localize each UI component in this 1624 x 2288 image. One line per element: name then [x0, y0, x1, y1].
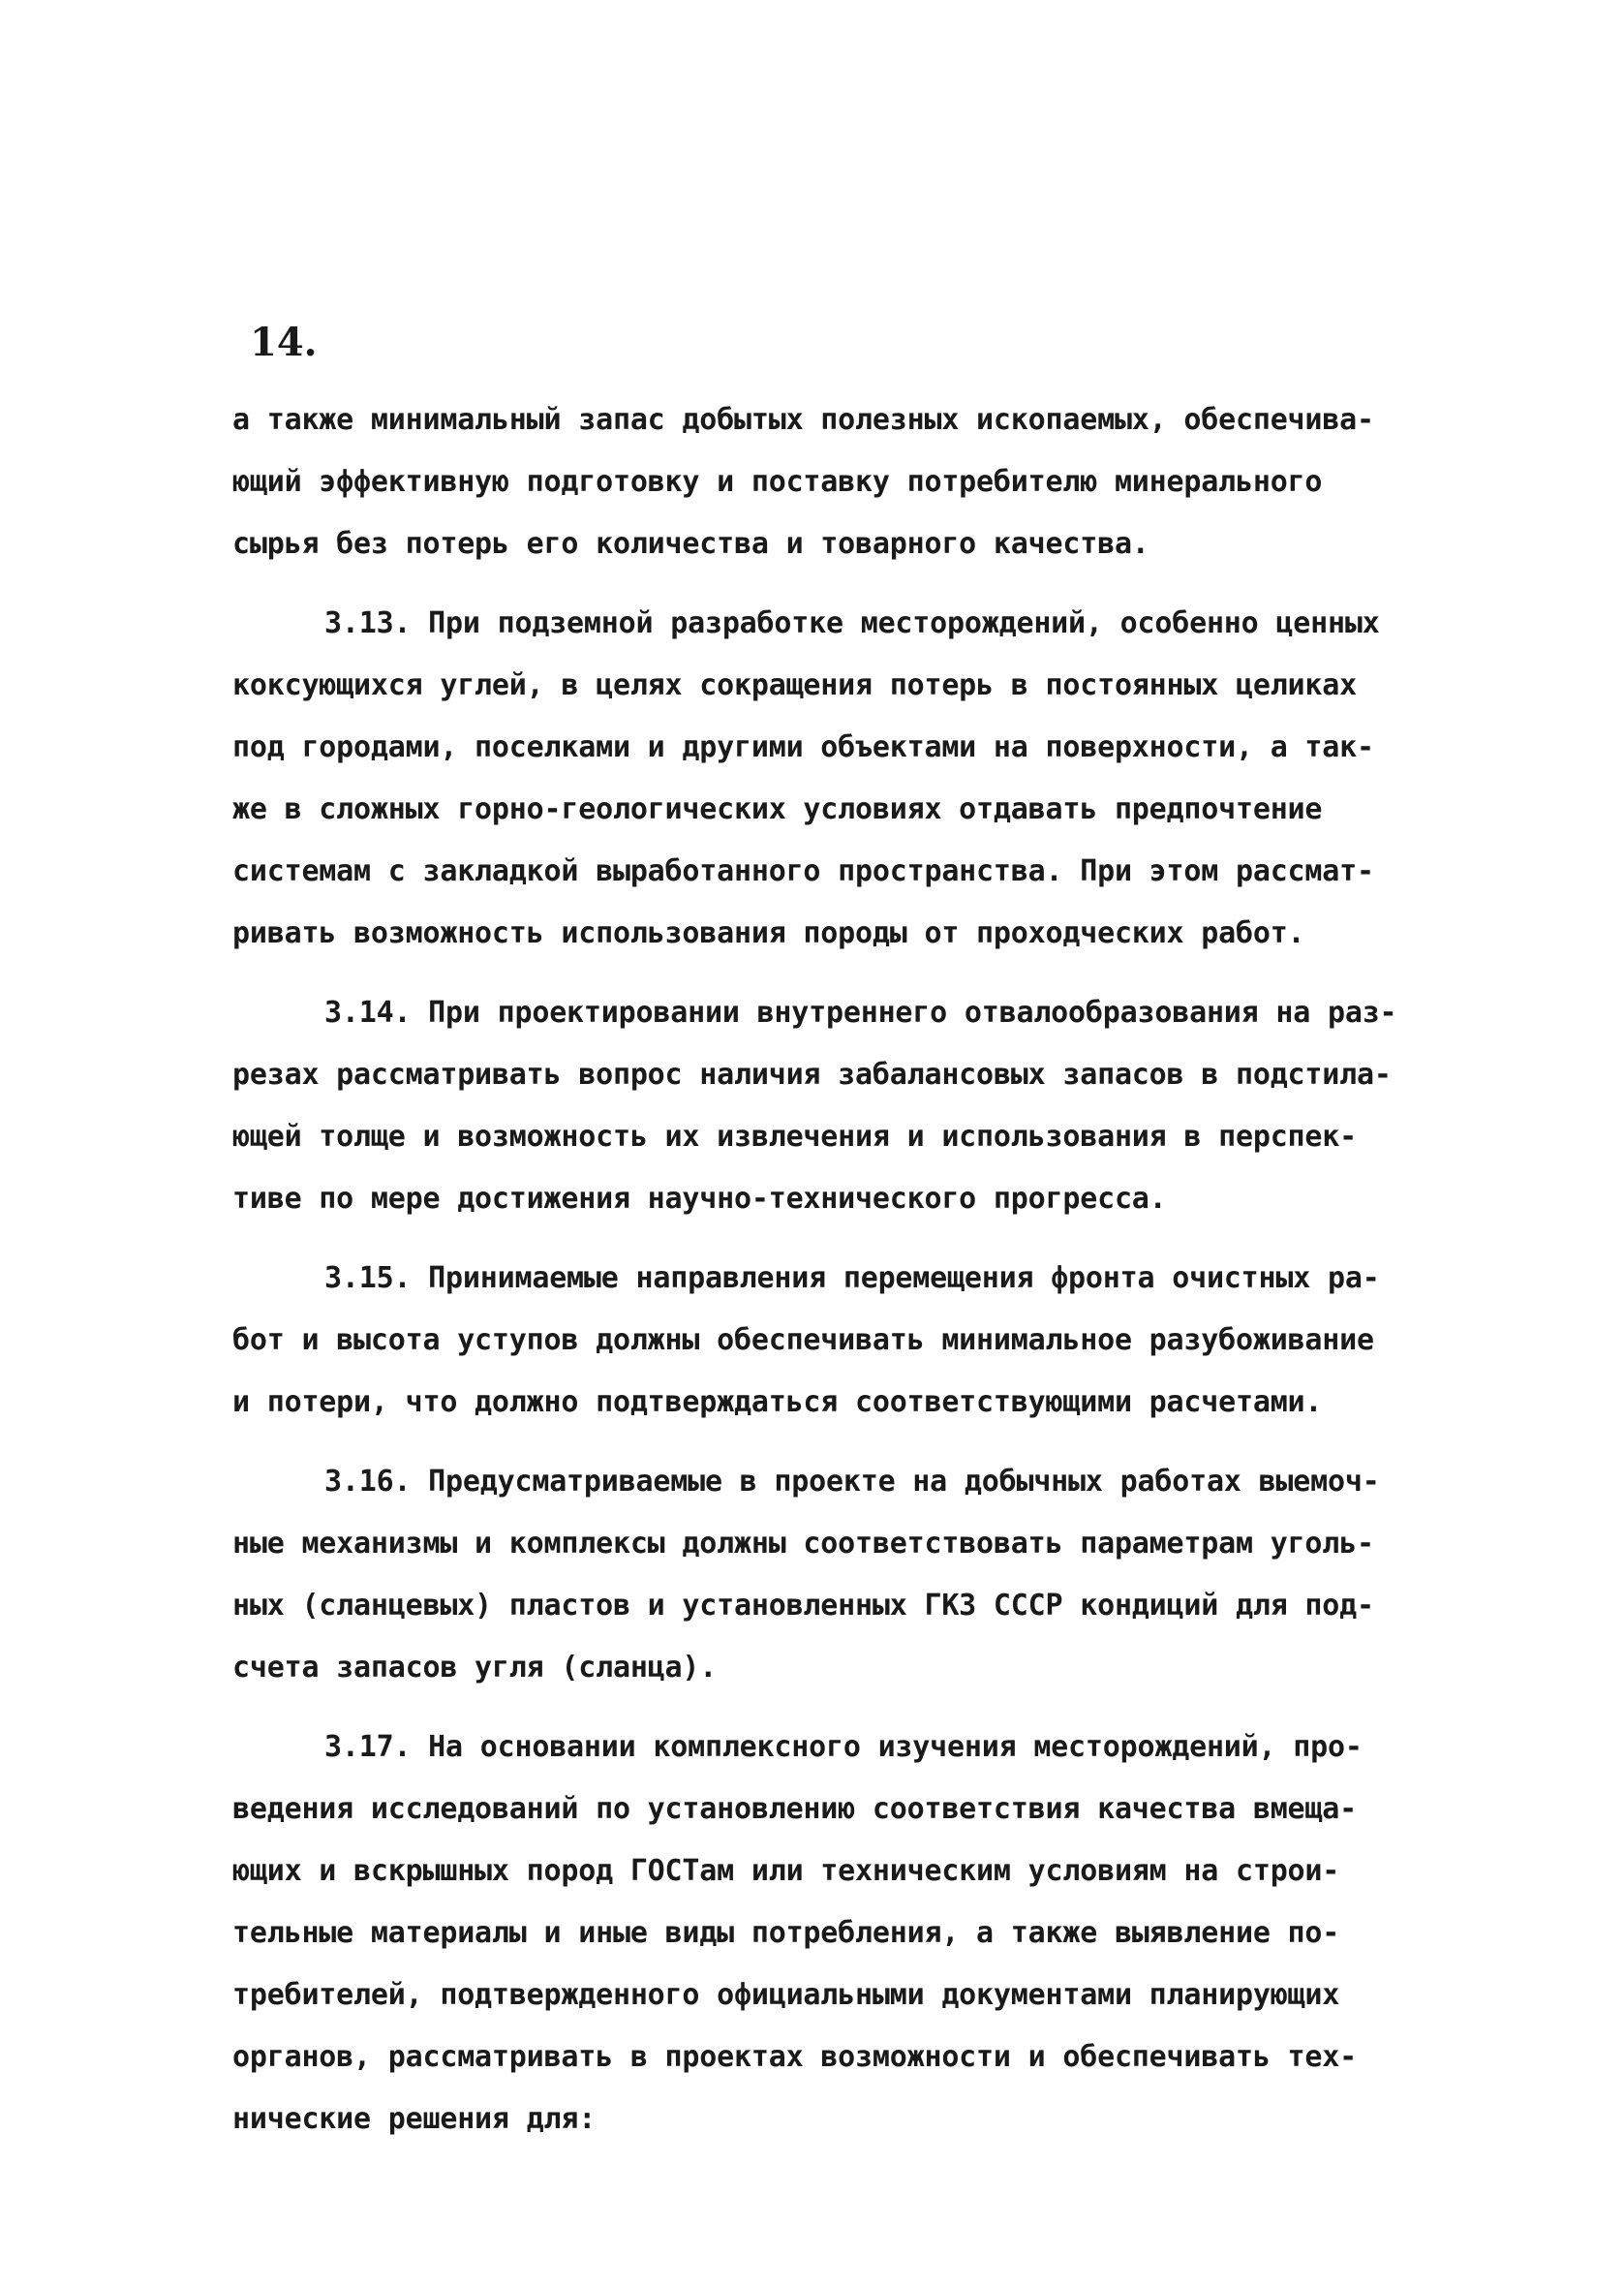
- paragraph-3-15: [232, 1248, 1472, 1434]
- text-line: тельные материалы и иные виды потребления, а также выявление по-: [232, 1916, 1340, 1950]
- text-line: же в сложных горно-геологических условиях отдавать предпочтение: [232, 792, 1323, 826]
- text-line: органов, рассматривать в проектах возможности и обеспечивать тех-: [232, 2040, 1357, 2074]
- text-line: коксующихся углей, в целях сокращения потерь в постоянных целиках: [232, 668, 1357, 702]
- text-line: 3.14. При проектировании внутреннего отвалообразования на раз-: [324, 996, 1397, 1030]
- text-line: ющих и вскрышных пород ГОСТам или техническим условиям на строи-: [232, 1854, 1340, 1888]
- text-line: системам с закладкой выработанного пространства. При этом рассмат-: [232, 854, 1374, 888]
- text-line: 3.16. Предусматриваемые в проекте на добычных работах выемоч-: [324, 1465, 1380, 1499]
- text-line: 3.15. Принимаемые направления перемещения фронта очистных ра-: [324, 1261, 1380, 1295]
- document-body: [232, 389, 1472, 2168]
- text-line: резах рассматривать вопрос наличия забалансовых запасов в подстила-: [232, 1058, 1392, 1092]
- text-line: ривать возможность использования породы от проходческих работ.: [232, 916, 1305, 950]
- text-line: счета запасов угля (сланца).: [232, 1651, 718, 1685]
- text-line: а также минимальный запас добытых полезных ископаемых, обеспечива-: [232, 403, 1374, 437]
- text-line: ные механизмы и комплексы должны соответствовать параметрам уголь-: [232, 1527, 1374, 1561]
- text-line: под городами, поселками и другими объектами на поверхности, а так-: [232, 730, 1374, 764]
- text-line: и потери, что должно подтверждаться соответствующими расчетами.: [232, 1385, 1323, 1419]
- text-line: ющий эффективную подготовку и поставку потребителю минерального: [232, 465, 1323, 499]
- paragraph-3-14: [232, 982, 1472, 1230]
- text-line: ющей толще и возможность их извлечения и использования в перспек-: [232, 1120, 1357, 1154]
- text-line: сырья без потерь его количества и товарного качества.: [232, 527, 1149, 561]
- paragraph-3-17: [232, 1716, 1472, 2150]
- text-line: 3.17. На основании комплексного изучения месторождений, про-: [324, 1730, 1363, 1764]
- text-line: тиве по мере достижения научно-технического прогресса.: [232, 1182, 1167, 1216]
- text-line: ведения исследований по установлению соответствия качества вмеща-: [232, 1792, 1357, 1826]
- text-line: нические решения для:: [232, 2102, 597, 2136]
- text-line: бот и высота уступов должны обеспечивать минимальное разубоживание: [232, 1323, 1374, 1357]
- paragraph-3-13: [232, 593, 1472, 965]
- text-line: 3.13. При подземной разработке месторождений, особенно ценных: [324, 606, 1380, 640]
- text-line: требителей, подтвержденного официальными документами планирующих: [232, 1978, 1340, 2012]
- paragraph-continuation: [232, 389, 1472, 575]
- page-number: 14.: [250, 320, 318, 365]
- text-line: ных (сланцевых) пластов и установленных ГКЗ СССР кондиций для под-: [232, 1589, 1374, 1623]
- paragraph-3-16: [232, 1451, 1472, 1699]
